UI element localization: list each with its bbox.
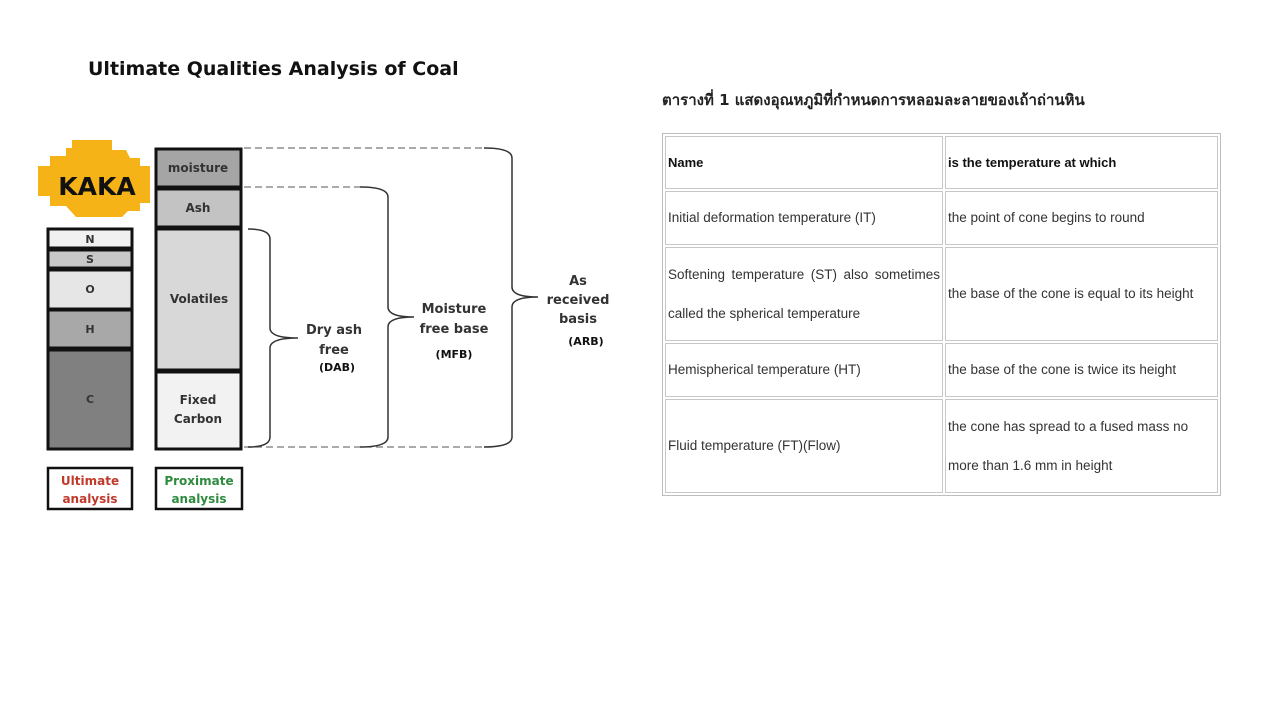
table-row <box>665 191 1218 245</box>
segment-c-label: C <box>85 393 95 406</box>
row-name: Initial deformation temperature (IT) <box>665 191 943 245</box>
header-name: Name <box>665 136 943 189</box>
ultimate-label: Ultimate analysis <box>60 474 120 506</box>
segment-o-label: O <box>85 283 95 296</box>
row-name: Softening temperature (ST) also sometimes called the spherical temperature <box>665 247 943 341</box>
segment-s-label: S <box>86 253 94 266</box>
row-name: Hemispherical temperature (HT) <box>665 343 943 397</box>
row-description: the base of the cone is twice its height <box>945 343 1218 397</box>
proximate-column <box>156 149 241 449</box>
table-caption: ตารางที่ 1 แสดงอุณหภูมิที่กำหนดการหลอมละลายของเถ้าถ่านหิน <box>662 91 1085 109</box>
brace-dab <box>248 229 298 447</box>
segment-volatiles-label: Volatiles <box>169 292 229 306</box>
segment-h-label: H <box>85 323 95 336</box>
header-description: is the temperature at which <box>945 136 1218 189</box>
arb-code: (ARB) <box>568 335 604 348</box>
segment-fixed-carbon-label: Fixed Carbon <box>173 393 223 426</box>
brace-mfb <box>360 187 414 447</box>
segment-fixed-carbon <box>156 372 241 449</box>
row-description: the point of cone begins to round <box>945 191 1218 245</box>
segment-n-label: N <box>85 233 95 246</box>
mfb-code: (MFB) <box>435 348 473 361</box>
slide-title: Ultimate Qualities Analysis of Coal <box>88 58 459 80</box>
table-row <box>665 399 1218 493</box>
proximate-label-box <box>156 468 242 509</box>
logo-text: KAKA <box>58 172 136 201</box>
coal-analysis-diagram <box>0 0 640 530</box>
row-name: Fluid temperature (FT)(Flow) <box>665 399 943 493</box>
brace-arb <box>484 148 538 447</box>
row-description: the base of the cone is equal to its height <box>945 247 1218 341</box>
segment-moisture-label: moisture <box>167 161 229 175</box>
table-header-row <box>665 136 1218 189</box>
row-description: the cone has spread to a fused mass no more than 1.6 mm in height <box>945 399 1218 493</box>
segment-ash-label: Ash <box>185 201 211 215</box>
kaka-logo <box>38 140 150 217</box>
proximate-label: Proximate analysis <box>164 474 234 506</box>
ultimate-label-box <box>48 468 132 509</box>
dab-code: (DAB) <box>318 361 356 374</box>
dab-label: Dry ash free <box>306 323 362 358</box>
mfb-label: Moisture free base <box>419 302 489 337</box>
table-row <box>665 247 1218 341</box>
table-row <box>665 343 1218 397</box>
ultimate-column <box>48 229 132 449</box>
ash-fusion-temperature-table <box>662 133 1221 496</box>
arb-label: As received basis <box>546 274 610 327</box>
